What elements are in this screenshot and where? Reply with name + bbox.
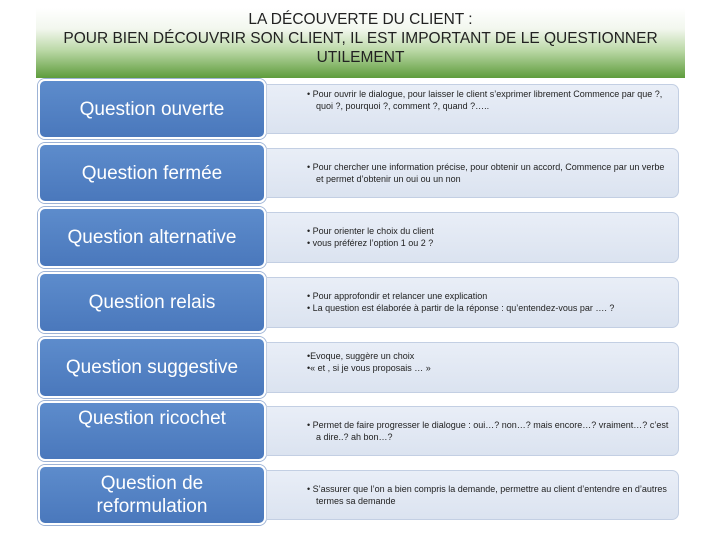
title-line-2: POUR BIEN DÉCOUVRIR SON CLIENT, IL EST IMPORTANT DE LE QUESTIONNER	[63, 30, 658, 47]
row-question-fermee	[38, 143, 679, 203]
desc-question-ricochet	[266, 406, 679, 456]
label-question-ricochet: Question ricochet	[38, 401, 266, 461]
desc-line: • Pour ouvrir le dialogue, pour laisser le client s’exprimer librement Commence par que ?, quoi ?, pourquoi ?, comment ?, quand ?…..	[307, 89, 663, 111]
row-question-relais	[38, 272, 679, 333]
desc-question-ouverte	[266, 84, 679, 134]
row-question-ouverte	[38, 79, 679, 139]
row-question-reformulation	[38, 465, 679, 525]
label-question-ouverte: Question ouverte	[38, 79, 266, 139]
label-question-alternative: Question alternative	[38, 207, 266, 268]
desc-question-suggestive	[266, 342, 679, 393]
desc-question-fermee	[266, 148, 679, 198]
desc-line: • Permet de faire progresser le dialogue : oui…? non…? mais encore…? vraiment…? c’est a dire..? ah bon…?	[307, 420, 669, 442]
row-question-suggestive	[38, 337, 679, 398]
title-line-3: UTILEMENT	[316, 49, 405, 66]
desc-line: • S’assurer que l’on a bien compris la demande, permettre au client d’entendre en d’autres termes sa demande	[307, 484, 667, 506]
desc-question-reformulation	[266, 470, 679, 520]
title-banner	[36, 8, 685, 78]
desc-line: • Pour chercher une information précise, pour obtenir un accord, Commence par un verbe et permet d’obtenir un oui ou un non	[307, 162, 665, 184]
label-question-reformulation: Question de reformulation	[38, 465, 266, 525]
desc-question-alternative	[266, 212, 679, 263]
desc-line: • La question est élaborée à partir de la réponse : qu’entendez-vous par …. ?	[307, 302, 615, 313]
desc-line: •Evoque, suggère un choix	[307, 351, 415, 361]
desc-line: • Pour orienter le choix du client	[307, 226, 434, 236]
row-question-ricochet	[38, 401, 679, 461]
desc-line: •« et , si je vous proposais … »	[307, 362, 431, 373]
desc-line: • Pour approfondir et relancer une explication	[307, 291, 488, 301]
row-question-alternative	[38, 207, 679, 268]
label-question-suggestive: Question suggestive	[38, 337, 266, 398]
label-question-fermee: Question fermée	[38, 143, 266, 203]
title-line-1: LA DÉCOUVERTE DU CLIENT :	[248, 11, 473, 28]
label-question-relais: Question relais	[38, 272, 266, 333]
desc-line: • vous préférez l’option 1 ou 2 ?	[307, 237, 434, 248]
desc-question-relais	[266, 277, 679, 328]
